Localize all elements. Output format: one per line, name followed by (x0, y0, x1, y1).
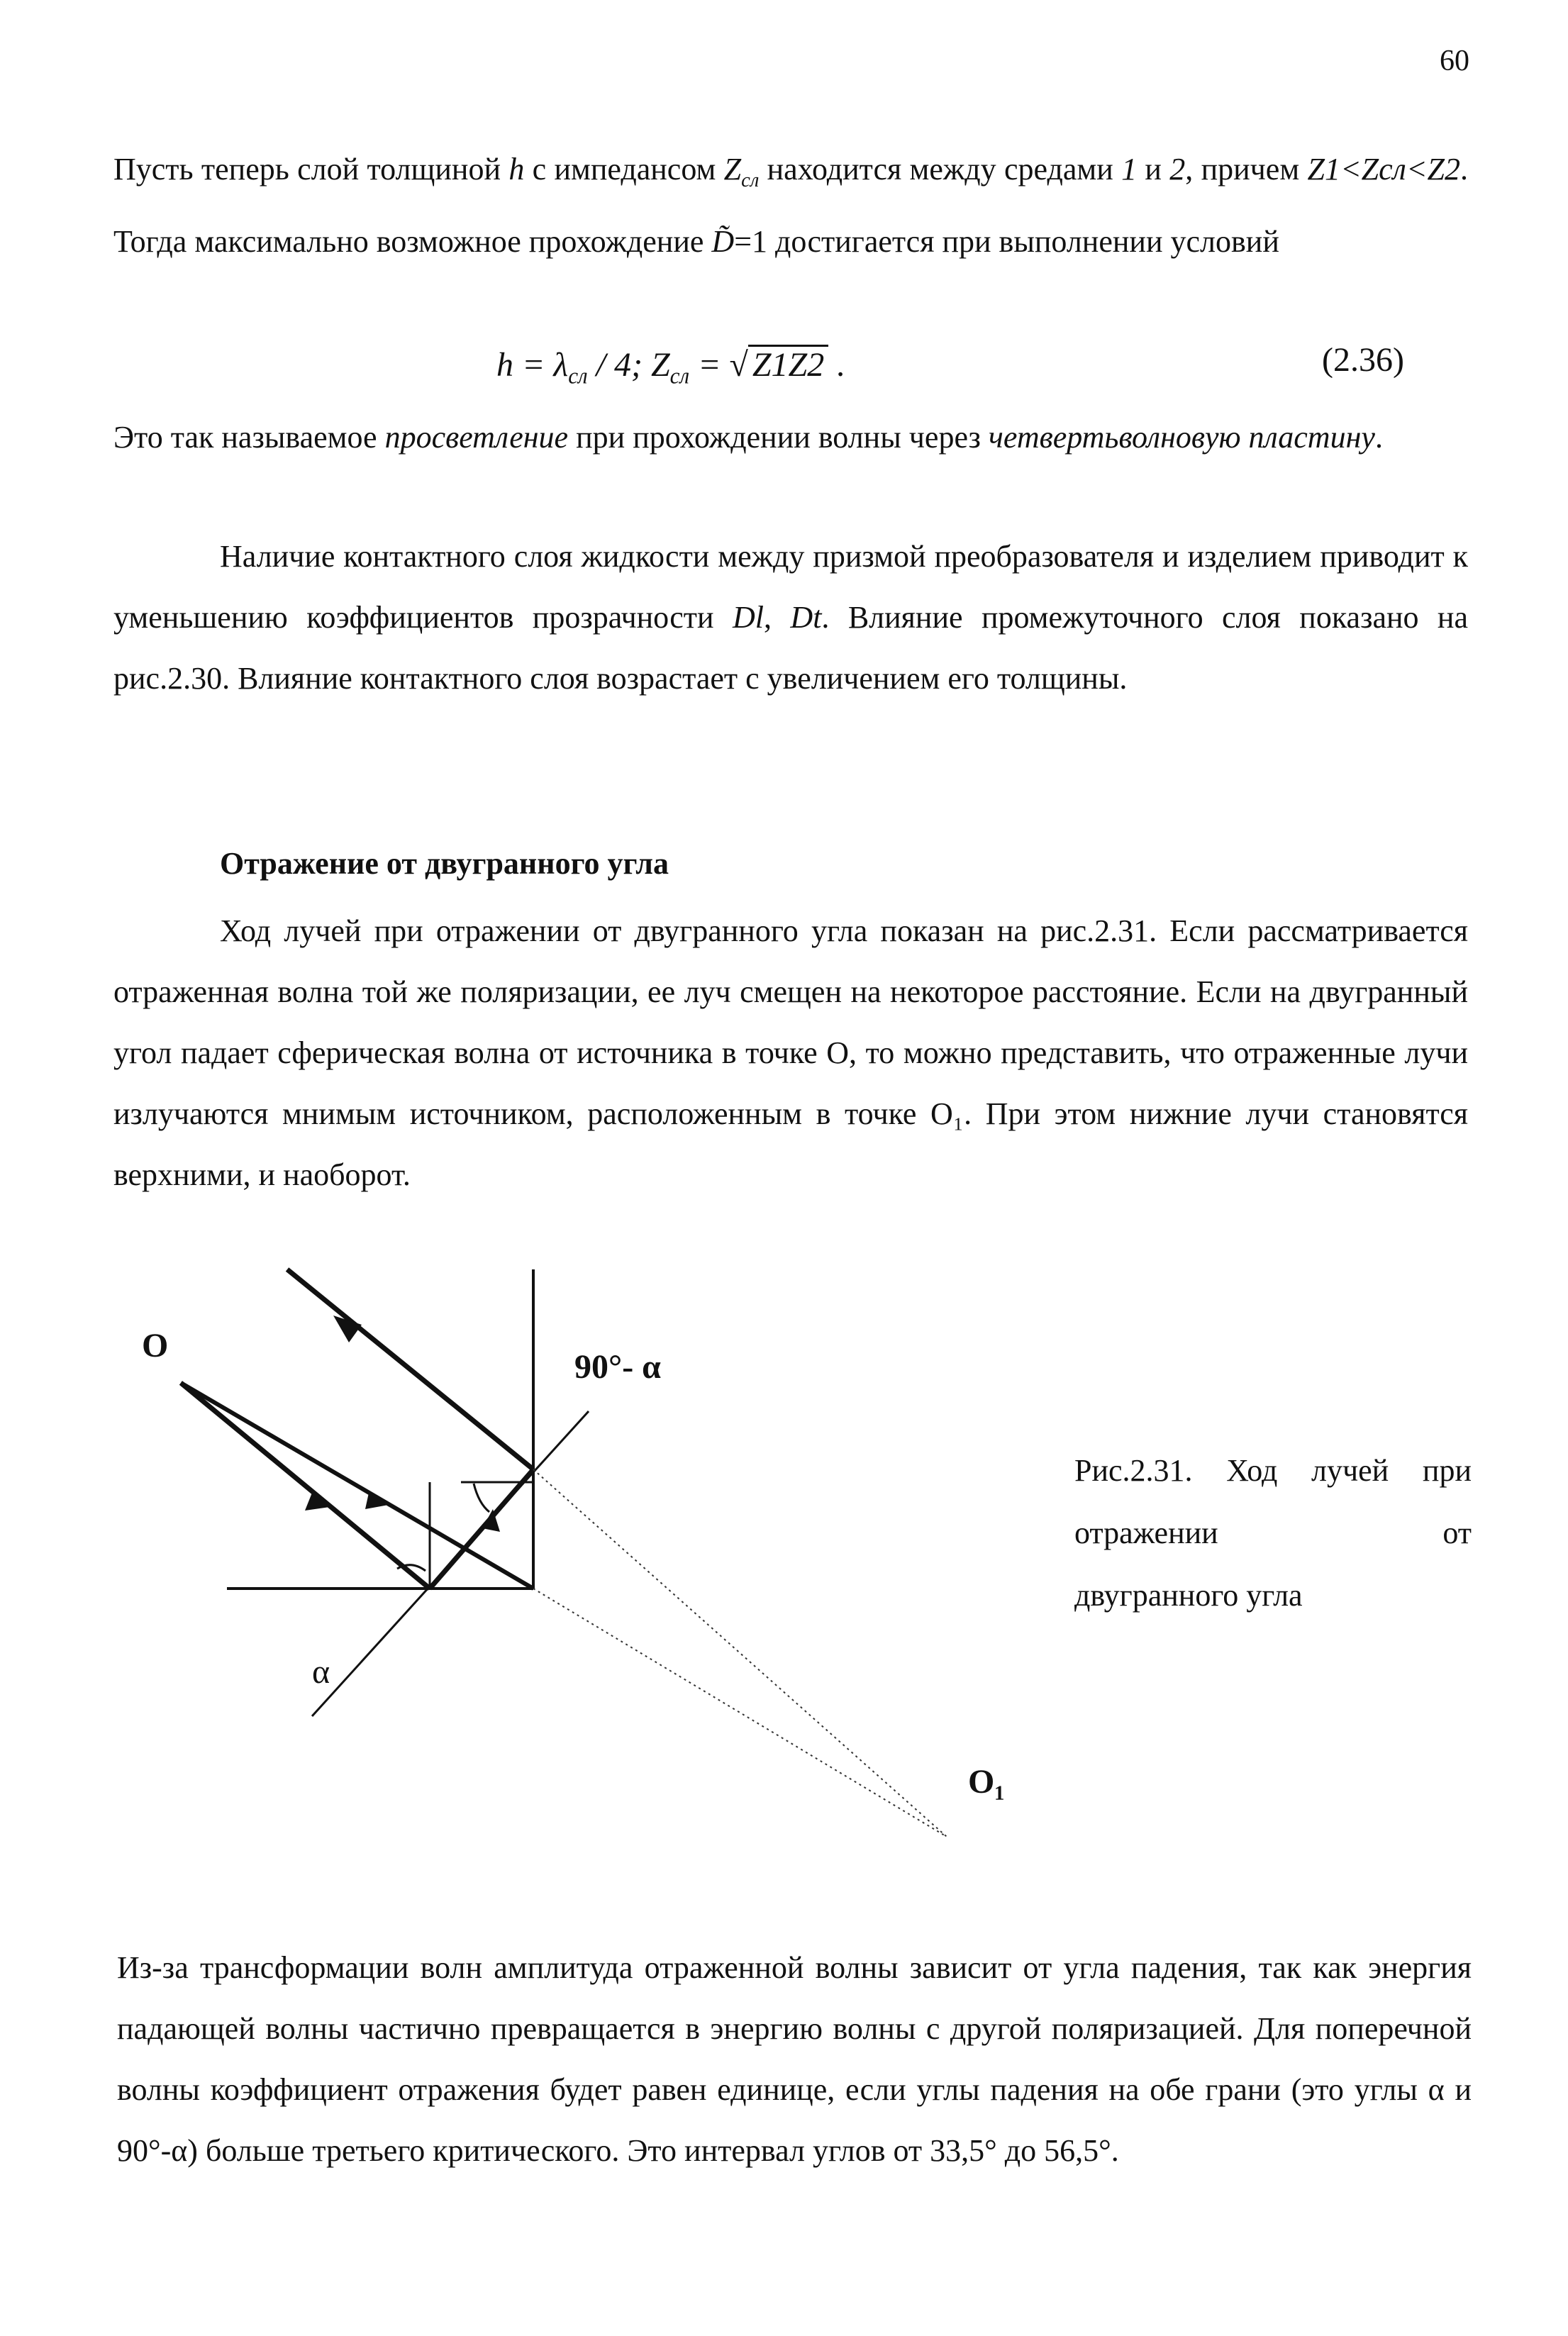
formula-number: (2.36) (1322, 341, 1404, 379)
symbol-dt: Dt (790, 600, 822, 635)
impedance-condition: Z1<Zсл<Z2 (1307, 152, 1460, 187)
text-run: находится между средами (759, 152, 1122, 187)
text-run: . Тогда максимально возможное прохождение (113, 152, 1468, 259)
paragraph-dihedral: Ход лучей при отражении от двугранного угла показан на рис.2.31. Если рассматривается отраженная волна той же поляризации, ее луч смещен на некоторое расстояние. Если на двугранный угол падает сферическая волна от источника в точке О, то можно представить, что отраженные лучи излучаются мнимым источником, расположенным в точке О₁. При этом нижние лучи становятся верхними, и наоборот. (113, 913, 1468, 1192)
paragraph-intro (113, 139, 1468, 272)
label-source-o: O (142, 1327, 169, 1364)
paragraph-transformation: Из-за трансформации волн амплитуда отраженной волны зависит от угла падения, так как энергия падающей волны частично превращается в энергию волны с другой поляризацией. Для поперечной волны коэффициент отражения будет равен единице, если углы падения на обе грани (это углы α и 90°-α) больше третьего критического. Это интервал углов от 33,5° до 56,5°. (117, 1950, 1472, 2168)
caption-line: Рис.2.31. Ход лучей при (1074, 1453, 1472, 1488)
paragraph-contact-layer: Наличие контактного слоя жидкости между призмой преобразователя и изделием приводит к уменьшению коэффициентов прозрачности Dl, Dt. Влияние промежуточного слоя показано на рис.2.30. Влияние контактного слоя возрастает с увеличением его толщины. (113, 539, 1469, 696)
sqrt-radicand: Z1Z2 (748, 345, 828, 384)
label-alpha: α (312, 1653, 330, 1691)
caption-line: двугранного угла (1074, 1578, 1303, 1613)
text-run: и (1137, 152, 1170, 187)
text-run: Пусть теперь слой толщиной (113, 152, 509, 187)
symbol-z-sl: $Z_{сл}$ (723, 152, 760, 191)
label-image-source-o1: O₁ (968, 1763, 1005, 1801)
symbol-d-tilde: D̃ (711, 223, 735, 259)
ray-upper-incident (181, 1383, 533, 1589)
term-quarter-wave-plate: четвертьволновую пластину (988, 420, 1375, 455)
angle-arc-top (474, 1484, 489, 1512)
text-run: =1 достигается при выполнении условий (734, 223, 1279, 259)
symbol-dl: Dl (733, 600, 764, 635)
ray-outgoing (287, 1269, 533, 1469)
symbol-h: h (508, 152, 525, 187)
text-run: с импедансом (524, 152, 724, 187)
formula-body: $h = \lambda_{сл} / 4$; $Z_{сл}$ = √ Z1Z2 . (496, 346, 846, 389)
section-heading: Отражение от двугранного угла (220, 846, 669, 881)
caption-line: отражении от (1074, 1515, 1472, 1550)
term-antireflection: просветление (384, 420, 569, 455)
ray-lower-incident (181, 1383, 430, 1589)
label-angle-90-minus-alpha: 90°- α (574, 1348, 661, 1386)
formula-2-36 (496, 340, 1404, 397)
text-run: , причем (1185, 152, 1308, 187)
virtual-ray-upper (533, 1469, 947, 1837)
figure-caption (1074, 1440, 1472, 1627)
page-number: 60 (1440, 45, 1469, 77)
medium-1: 1 (1121, 152, 1138, 187)
medium-2: 2 (1169, 152, 1186, 187)
virtual-ray-lower (533, 1589, 947, 1837)
ray-reflected (430, 1469, 533, 1589)
paragraph-antireflection: Это так называемое просветление при прохождении волны через четвертьволновую пластину. (113, 420, 1383, 455)
